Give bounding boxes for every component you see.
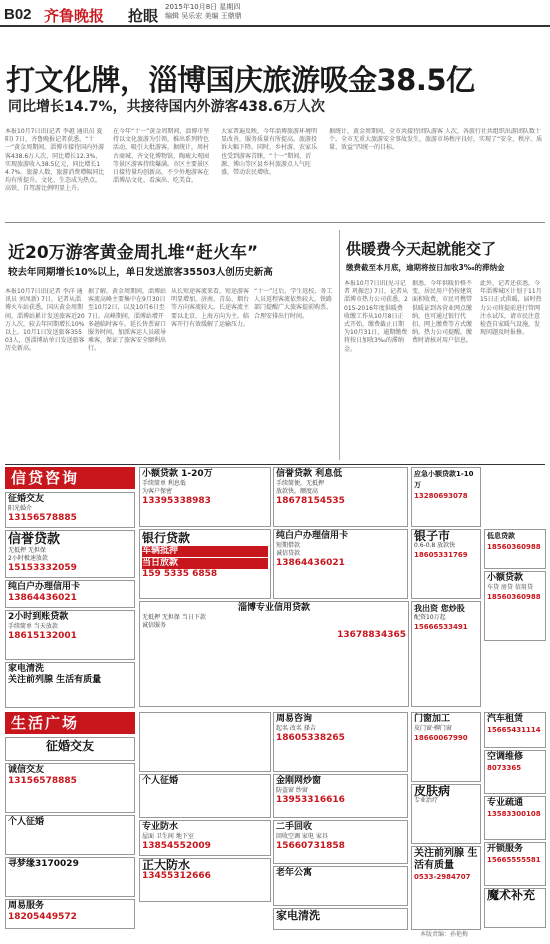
divider — [5, 222, 545, 223]
ad-title: 家电清洗 — [276, 909, 320, 922]
classified-ad — [5, 530, 135, 578]
ad-title: 我出资 您炒股 — [414, 604, 465, 613]
ad-line: 车辆抵押 — [142, 546, 268, 557]
ad-line: 车贷 房贷 信用贷 — [487, 584, 533, 591]
ad-phone: 13156578885 — [8, 776, 77, 786]
section-name: 抢眼 — [128, 7, 159, 25]
ad-title: 信誉贷款 — [8, 532, 61, 547]
ad-title: 信誉贷款 利息低 — [276, 469, 343, 479]
main-body-col1: 本报10月7日讯(记者 李越 通讯员 夏阳) 7日，齐鲁晚报记者获悉，“十一”黄金周期间，淄博市接待国内外游客438.6万人次，同比增长12.3%，实现旅游收入38.5亿元，同比增长14.7%。旅游人数、旅游消费增幅同比均有所提升。文化、生态成为热点，高铁、自驾游比例明显上升。 — [5, 128, 105, 193]
classified-ad — [273, 820, 408, 864]
ad-phone: 15660731858 — [276, 841, 345, 851]
ad-sub: 诚信交友 — [8, 765, 45, 775]
ad-title: 银行贷款 — [142, 531, 191, 545]
ad-title: 小额贷款 1-20万 — [142, 469, 213, 479]
ad-phone: 18560360988 — [487, 593, 541, 601]
newspaper-logo: 齐鲁晚报 — [44, 7, 105, 25]
classified-ad — [273, 908, 408, 930]
ad-line: 阳光婚介 — [8, 505, 33, 512]
page-number: B02 — [4, 6, 32, 23]
main-body-col4: 据统计，黄金周期间，全市共接待团队游客 人次，各旅行社共组织出游团队数十个。全市无重大旅游安全事故发生，旅游市场秩序良好，实现了“安全、秩序、质量、效益”四统一的目标。 — [329, 128, 543, 152]
classified-ad — [484, 842, 546, 886]
ad-line: 手续简便，无抵押 — [276, 480, 325, 487]
classified-ad — [273, 866, 408, 906]
ad-sub: 诚信服务 — [142, 622, 167, 629]
classified-ad — [5, 815, 135, 855]
ad-title: 应急小额贷款1-10万 — [414, 470, 474, 489]
ad-phone: 18560360988 — [487, 543, 541, 551]
classified-ad — [273, 529, 408, 599]
story3-headline: 供暖费今天起就能交了 — [346, 240, 497, 258]
story2-body-col1: 本报10月7日讯(记者 李洋 通讯员 刘凤新) 7日，记者从淄博火车站获悉，国庆黄金周期间，淄博站累计发送旅客近20万人次，较去年同期增长10%以上。10月1日发送旅客35503人，创淄博站单日发送旅客历史新高。 — [5, 288, 85, 353]
ads-banner-credit: 信贷咨询 — [5, 467, 135, 489]
ad-title: 魔术补充 — [487, 888, 536, 902]
classified-ad — [139, 820, 271, 856]
column-divider — [339, 230, 340, 460]
story2-headline: 近20万游客黄金周扎堆“赶火车” — [8, 243, 259, 263]
ad-line: 短期借款 — [276, 542, 301, 549]
ad-line: 无抵押 无担保 — [8, 547, 46, 554]
ad-sub: 当日放款 — [142, 558, 268, 569]
ad-title: 纯白户办理信用卡 — [276, 531, 349, 541]
footer-note: 本版责编：孙艳梅 — [420, 931, 469, 938]
ad-phone: 0533-2984707 — [414, 873, 471, 881]
ad-phone: 13678834365 — [337, 630, 406, 640]
classified-ad — [411, 601, 481, 707]
ad-phone: 13953316616 — [276, 795, 345, 805]
ad-phone: 13864436021 — [276, 558, 345, 568]
ad-line: 皮门窗·柳门窗 — [414, 725, 452, 732]
classified-ad — [484, 888, 546, 928]
main-headline: 打文化牌，淄博国庆旅游吸金38.5亿 — [6, 63, 475, 97]
ad-phone: 13583300108 — [487, 810, 541, 818]
classified-ad — [5, 610, 135, 660]
ad-line: 屋面 卫生间 地下室 — [142, 833, 194, 840]
ad-title: 汽车租赁 — [487, 714, 524, 724]
ad-title: 金刚网炒窗 — [276, 776, 322, 786]
story2-body-col2: 据了解，黄金周期间，淄博站客流高峰主要集中在9月30日至10月2日，以及10月6日至7日。高峰期间，淄博站增开多趟临时客车，延长售票窗口服务时间，加派客运人员疏导乘客，保证了旅客安全顺利出行。 — [88, 288, 167, 353]
ad-phone: 18678154535 — [276, 496, 345, 506]
ad-phone: 18205449572 — [8, 912, 77, 922]
ad-phone: 15665555581 — [487, 856, 541, 864]
ad-title: 关注前列腺 生活有质量 — [8, 675, 102, 685]
ad-phone: 15666533491 — [414, 623, 468, 631]
date-line: 2015年10月8日 星期四 — [165, 3, 241, 11]
editor-line: 编辑 吴乐宏 美编 王鼎鼎 — [165, 12, 242, 20]
classified-ad — [484, 796, 546, 840]
classified-ad — [5, 857, 135, 897]
classified-ad — [5, 580, 135, 608]
classified-ad — [139, 774, 271, 818]
classified-ad — [273, 467, 408, 527]
ad-phone: 15153332059 — [8, 563, 77, 573]
classified-ad — [5, 492, 135, 528]
classified-ad — [139, 858, 271, 902]
ad-title: 纯白户办理信用卡 — [8, 582, 81, 592]
ad-title: 门窗加工 — [414, 714, 451, 724]
classified-ad — [273, 774, 408, 818]
ad-title: 老年公寓 — [276, 868, 313, 878]
ad-title: 银子市 — [414, 529, 451, 543]
story2-subhead: 较去年同期增长10%以上，单日发送旅客35503人创历史新高 — [8, 267, 273, 278]
classified-ad — [411, 784, 481, 844]
ad-phone: 13280693078 — [414, 492, 468, 500]
main-body-col3: 大家普遍反映，今年淄博旅游环境明显改善，服务质量有所提高。旅游投诉大幅下降。同时，乡村游、农家乐也受到游客青睐，“十一”期间，沂源、博山等区县乡村旅游点人气旺盛，带动农民增收。 — [221, 128, 318, 177]
ad-phone: 15665431114 — [487, 726, 541, 734]
main-body-col2: 在今年“十一”黄金周期间，淄博市坚持以文化旅游为引领，推出系列特色活动，吸引大批游客。据统计，周村古商城、齐文化博物馆、陶琉大观园等景区游客持续爆满。市区主要景区日接待量均创新高，不少外地游客在淄博品文化、看演出、吃美食。 — [113, 128, 210, 185]
ad-sub: 诚信贷款 — [276, 550, 301, 557]
ad-phone: 13455312666 — [142, 871, 211, 881]
ad-phone: 13864436021 — [8, 593, 77, 603]
classified-ad — [411, 529, 481, 599]
classified-ad — [273, 712, 408, 772]
ad-title: 关注前列腺 生活有质量 — [414, 848, 478, 871]
classified-ad — [411, 712, 481, 782]
ad-title: 皮肤病 — [414, 784, 451, 798]
ad-title: 个人征婚 — [8, 817, 45, 827]
ad-title: 周易服务 — [8, 901, 45, 911]
ad-line: 手续简单 利息低 — [142, 480, 186, 487]
ad-sub: 2小时极速放款 — [8, 555, 48, 562]
ad-line: 防盗窗 纱窗 — [276, 787, 308, 794]
classified-ad — [139, 529, 271, 599]
classified-ad — [139, 601, 409, 707]
page-header — [0, 0, 550, 27]
classified-ad — [411, 846, 481, 930]
ads-banner-life: 生活广场 — [5, 712, 135, 734]
ad-phone: 13854552009 — [142, 841, 211, 851]
story3-subhead: 缴费截至本月底，逾期将按日加收3‰的滞纳金 — [346, 263, 505, 272]
classified-ad — [411, 467, 481, 527]
ad-title: 低息贷款 — [487, 532, 515, 540]
ad-phone: 159 5335 6858 — [142, 569, 218, 579]
ad-phone: 13156578885 — [8, 513, 77, 523]
ad-title: 专业防水 — [142, 822, 179, 832]
classified-ad — [5, 737, 135, 761]
ad-phone: 18605338265 — [276, 733, 345, 743]
ad-phone: 18605331769 — [414, 551, 468, 559]
ad-title: 二手回收 — [276, 822, 313, 832]
ad-line: 专业治疗 — [414, 797, 439, 804]
ad-sub: 为客户保密 — [142, 488, 173, 495]
story3-body-col1: 本报10月7日讯(见习记者 巩振忠) 7日，记者从淄博市热力公司获悉，2015-2016年度供暖费收缴工作从10月8日正式开始，缴费截止日期为10月31日，逾期缴费将按日加收3‰的滞纳金。 — [344, 280, 408, 353]
classified-ad — [5, 899, 135, 929]
ad-line: 起名 改名 择吉 — [276, 725, 316, 732]
classified-ad — [5, 763, 135, 813]
main-subhead: 同比增长14.7%，共接待国内外游客438.6万人次 — [8, 99, 325, 115]
ad-line: 0.6-0.8 放款快 — [414, 542, 456, 549]
ad-title: 征婚交友 — [45, 739, 94, 753]
classified-ad — [484, 712, 546, 748]
classified-ad — [5, 662, 135, 708]
ad-title: 寻梦缘3170029 — [8, 859, 79, 869]
ad-line: 配资10万起 — [414, 614, 446, 621]
ad-title: 个人征婚 — [142, 776, 179, 786]
ad-title: 开锁服务 — [487, 844, 524, 854]
ad-title: 小额贷款 — [487, 573, 524, 583]
ad-title: 征婚交友 — [8, 494, 45, 504]
ad-title: 2小时到账贷款 — [8, 612, 69, 622]
ad-title: 专业疏通 — [487, 798, 524, 808]
classified-ad — [484, 750, 546, 794]
ad-title: 周易咨询 — [276, 714, 313, 724]
ad-sub: 放款快，额度高 — [276, 488, 319, 495]
story3-body-col2: 据悉，今年供暖价格不变，居民用户仍按建筑面积收费，市民可携带供暖证到各营业网点缴纳，也可通过银行代扣、网上缴费等方式缴纳。热力公司提醒，缴费时请核对用户信息。 — [412, 280, 473, 345]
ad-phone: 18660067990 — [414, 734, 468, 742]
ad-title: 正大防水 — [142, 858, 191, 872]
story3-body-col3: 此外，记者还获悉，今年淄博城区计划于11月15日正式供暖，届时热力公司将提前进行管网注水试压，请市民注意检查自家暖气设施，发现问题及时报修。 — [480, 280, 542, 337]
header-meta — [165, 3, 242, 21]
ad-line: 回收空调 家电 家具 — [276, 833, 328, 840]
ad-title: 家电清洗 — [8, 664, 45, 674]
classified-ad — [139, 467, 271, 527]
ad-phone: 8073365 — [487, 764, 522, 772]
ad-title: 空调维修 — [487, 752, 524, 762]
ad-title: 淄博专业信用贷款 — [237, 603, 310, 613]
classified-ad — [484, 571, 546, 641]
story2-body-col4: “十一”过后，学生返校、务工人员返程客流依然较大，铁路部门提醒广大旅客提前购票，合理安排出行时间。 — [254, 288, 333, 320]
ad-line: 手续简单 当天放款 — [8, 623, 58, 630]
classified-ad — [484, 529, 546, 569]
ad-phone: 18615132001 — [8, 631, 77, 641]
ad-phone: 13395338983 — [142, 496, 211, 506]
classified-ad — [139, 712, 271, 772]
ad-line: 无抵押 无担保 当日下款 — [142, 614, 206, 621]
story2-body-col3: 从长短途客流来看，短途游客明显增加，济南、青岛、烟台等方向客流较大。长途客流主要以北京、上海方向为主。临客开行有效缓解了运输压力。 — [171, 288, 250, 328]
ads-divider — [5, 464, 545, 465]
